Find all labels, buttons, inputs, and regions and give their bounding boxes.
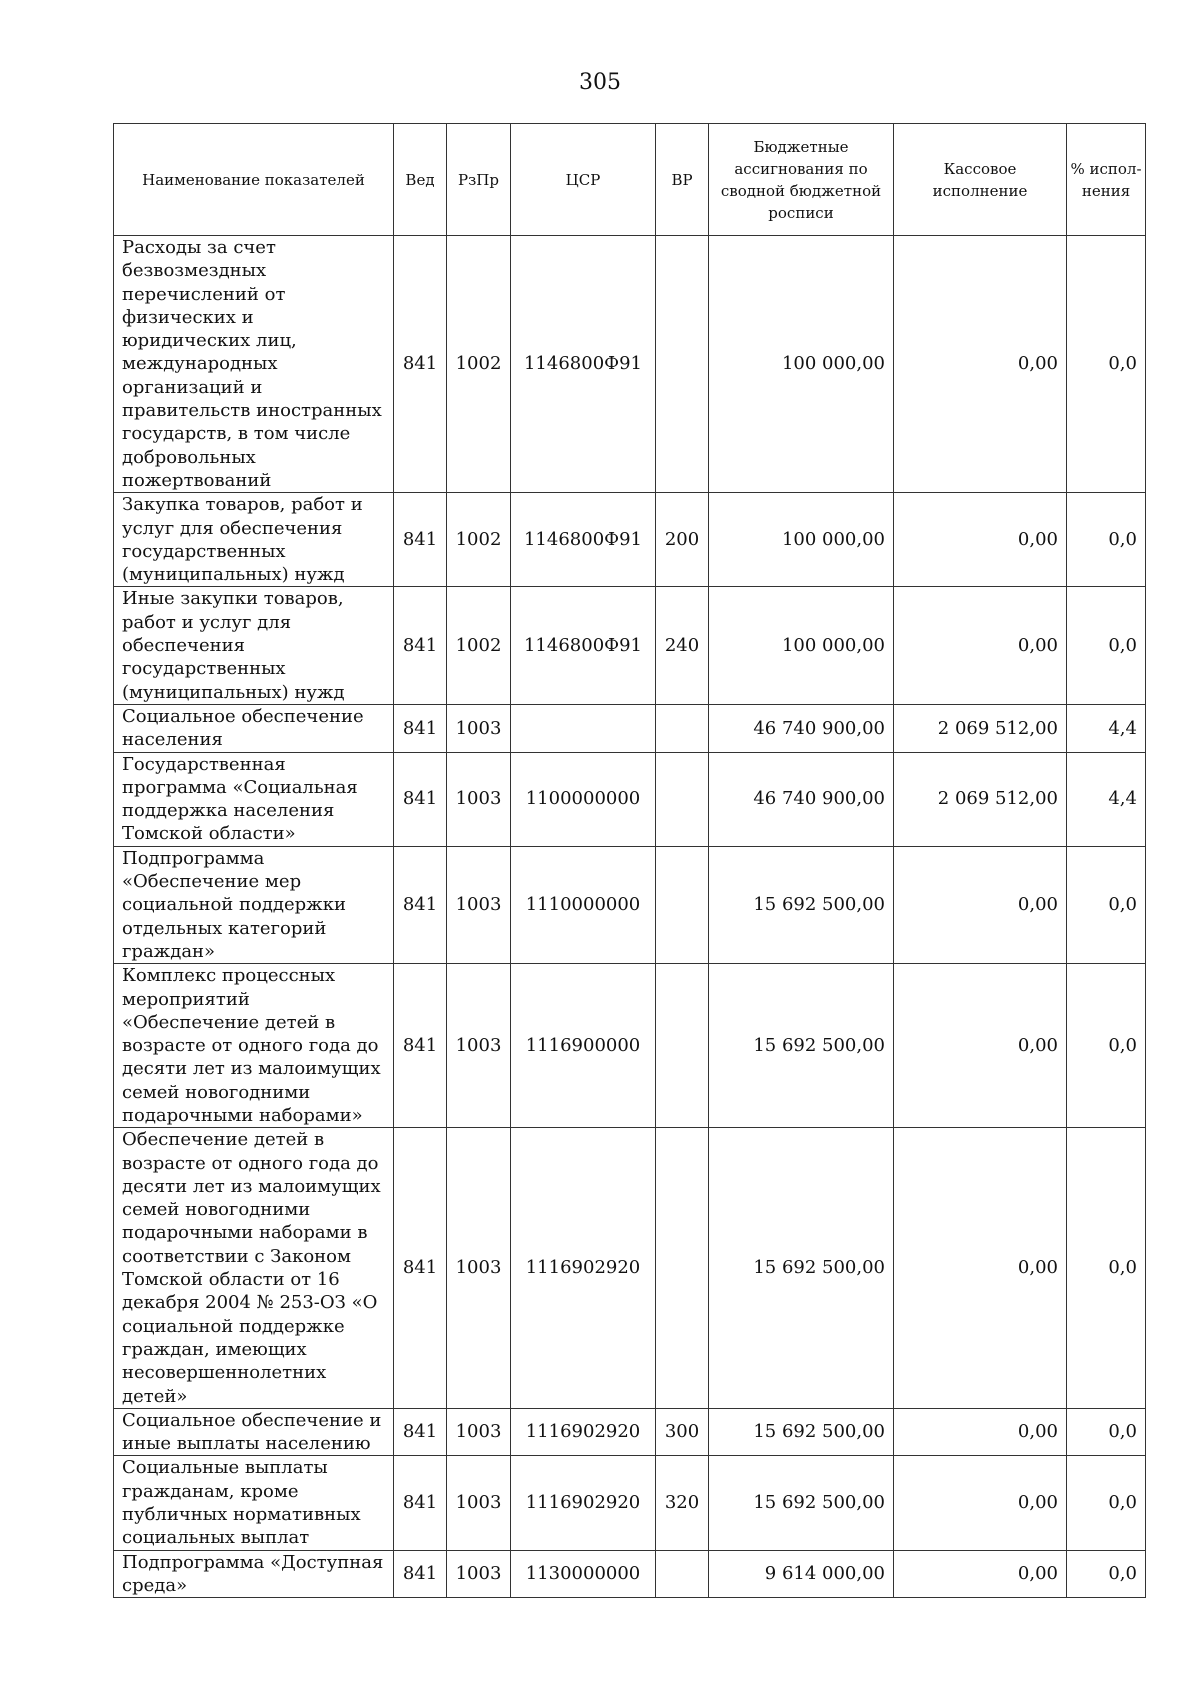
table-row <box>114 964 1146 1128</box>
row-vr <box>656 846 709 963</box>
row-percent: 0,0 <box>1067 1128 1146 1409</box>
column-header: Наименование показателей <box>114 124 394 236</box>
row-name: Подпрограмма «Доступная среда» <box>114 1550 394 1598</box>
row-percent: 0,0 <box>1067 846 1146 963</box>
row-ved: 841 <box>394 752 447 846</box>
row-name: Комплекс процессных мероприятий «Обеспечение детей в возрасте от одного года до десяти лет из малоимущих семей новогодними подарочными наборами» <box>114 964 394 1128</box>
row-csr: 1146800Ф91 <box>511 493 656 587</box>
row-percent: 0,0 <box>1067 1456 1146 1550</box>
row-vr <box>656 236 709 493</box>
row-vr: 240 <box>656 587 709 704</box>
row-rzpr: 1003 <box>447 752 511 846</box>
row-rzpr: 1002 <box>447 587 511 704</box>
row-ved: 841 <box>394 1408 447 1456</box>
row-cash: 2 069 512,00 <box>894 704 1067 752</box>
row-rzpr: 1003 <box>447 846 511 963</box>
column-header: Кассовое исполнение <box>894 124 1067 236</box>
row-budget: 100 000,00 <box>709 587 894 704</box>
row-cash: 0,00 <box>894 1550 1067 1598</box>
row-cash: 0,00 <box>894 1408 1067 1456</box>
row-name: Социальное обеспечение населения <box>114 704 394 752</box>
table-row <box>114 1456 1146 1550</box>
row-budget: 100 000,00 <box>709 493 894 587</box>
row-csr: 1146800Ф91 <box>511 236 656 493</box>
column-header: Бюджетные ассигнования по сводной бюджетной росписи <box>709 124 894 236</box>
row-vr <box>656 1550 709 1598</box>
row-rzpr: 1003 <box>447 1550 511 1598</box>
row-rzpr: 1002 <box>447 236 511 493</box>
row-cash: 0,00 <box>894 587 1067 704</box>
table-row <box>114 1128 1146 1409</box>
row-name: Расходы за счет безвозмездных перечислений от физических и юридических лиц, международных организаций и правительств иностранных государств, в том числе добровольных пожертвований <box>114 236 394 493</box>
row-csr <box>511 704 656 752</box>
row-vr <box>656 704 709 752</box>
row-csr: 1116902920 <box>511 1128 656 1409</box>
row-ved: 841 <box>394 1550 447 1598</box>
row-ved: 841 <box>394 964 447 1128</box>
table-row <box>114 846 1146 963</box>
row-vr: 200 <box>656 493 709 587</box>
row-name: Подпрограмма «Обеспечение мер социальной поддержки отдельных категорий граждан» <box>114 846 394 963</box>
row-budget: 46 740 900,00 <box>709 752 894 846</box>
row-rzpr: 1003 <box>447 1128 511 1409</box>
row-percent: 0,0 <box>1067 587 1146 704</box>
row-ved: 841 <box>394 1456 447 1550</box>
row-name: Государственная программа «Социальная поддержка населения Томской области» <box>114 752 394 846</box>
row-rzpr: 1003 <box>447 964 511 1128</box>
row-rzpr: 1003 <box>447 1456 511 1550</box>
page-number: 305 <box>579 70 621 95</box>
row-ved: 841 <box>394 704 447 752</box>
table-row <box>114 236 1146 493</box>
row-cash: 0,00 <box>894 493 1067 587</box>
row-budget: 15 692 500,00 <box>709 1128 894 1409</box>
budget-execution-table <box>113 123 1146 1598</box>
table-row <box>114 493 1146 587</box>
table-header-row <box>114 124 1146 236</box>
column-header: РзПр <box>447 124 511 236</box>
row-budget: 9 614 000,00 <box>709 1550 894 1598</box>
table-row <box>114 704 1146 752</box>
row-vr: 320 <box>656 1456 709 1550</box>
row-rzpr: 1002 <box>447 493 511 587</box>
row-name: Иные закупки товаров, работ и услуг для обеспечения государственных (муниципальных) нужд <box>114 587 394 704</box>
column-header: ВР <box>656 124 709 236</box>
row-ved: 841 <box>394 493 447 587</box>
table-row <box>114 587 1146 704</box>
row-budget: 15 692 500,00 <box>709 1456 894 1550</box>
row-name: Социальное обеспечение и иные выплаты населению <box>114 1408 394 1456</box>
row-budget: 100 000,00 <box>709 236 894 493</box>
column-header: Вед <box>394 124 447 236</box>
row-csr: 1116902920 <box>511 1408 656 1456</box>
row-percent: 4,4 <box>1067 704 1146 752</box>
table-row <box>114 1550 1146 1598</box>
column-header: % испол-нения <box>1067 124 1146 236</box>
row-csr: 1116900000 <box>511 964 656 1128</box>
column-header: ЦСР <box>511 124 656 236</box>
row-budget: 15 692 500,00 <box>709 964 894 1128</box>
row-percent: 0,0 <box>1067 1550 1146 1598</box>
row-rzpr: 1003 <box>447 1408 511 1456</box>
row-ved: 841 <box>394 846 447 963</box>
table-row <box>114 1408 1146 1456</box>
row-csr: 1110000000 <box>511 846 656 963</box>
row-percent: 0,0 <box>1067 236 1146 493</box>
row-csr: 1146800Ф91 <box>511 587 656 704</box>
row-vr <box>656 1128 709 1409</box>
row-rzpr: 1003 <box>447 704 511 752</box>
row-cash: 2 069 512,00 <box>894 752 1067 846</box>
row-csr: 1116902920 <box>511 1456 656 1550</box>
row-csr: 1130000000 <box>511 1550 656 1598</box>
row-ved: 841 <box>394 1128 447 1409</box>
row-budget: 15 692 500,00 <box>709 846 894 963</box>
row-percent: 0,0 <box>1067 964 1146 1128</box>
row-percent: 0,0 <box>1067 493 1146 587</box>
row-cash: 0,00 <box>894 846 1067 963</box>
row-name: Закупка товаров, работ и услуг для обеспечения государственных (муниципальных) нужд <box>114 493 394 587</box>
row-cash: 0,00 <box>894 1456 1067 1550</box>
table-row <box>114 752 1146 846</box>
row-budget: 15 692 500,00 <box>709 1408 894 1456</box>
row-name: Обеспечение детей в возрасте от одного года до десяти лет из малоимущих семей новогодними подарочными наборами в соответствии с Законом Томской области от 16 декабря 2004 № 253-ОЗ «О социальной поддержке граждан, имеющих несовершеннолетних детей» <box>114 1128 394 1409</box>
row-vr: 300 <box>656 1408 709 1456</box>
row-name: Социальные выплаты гражданам, кроме публичных нормативных социальных выплат <box>114 1456 394 1550</box>
row-cash: 0,00 <box>894 236 1067 493</box>
row-budget: 46 740 900,00 <box>709 704 894 752</box>
row-cash: 0,00 <box>894 1128 1067 1409</box>
row-ved: 841 <box>394 587 447 704</box>
row-vr <box>656 752 709 846</box>
row-vr <box>656 964 709 1128</box>
row-ved: 841 <box>394 236 447 493</box>
row-csr: 1100000000 <box>511 752 656 846</box>
row-cash: 0,00 <box>894 964 1067 1128</box>
row-percent: 4,4 <box>1067 752 1146 846</box>
row-percent: 0,0 <box>1067 1408 1146 1456</box>
